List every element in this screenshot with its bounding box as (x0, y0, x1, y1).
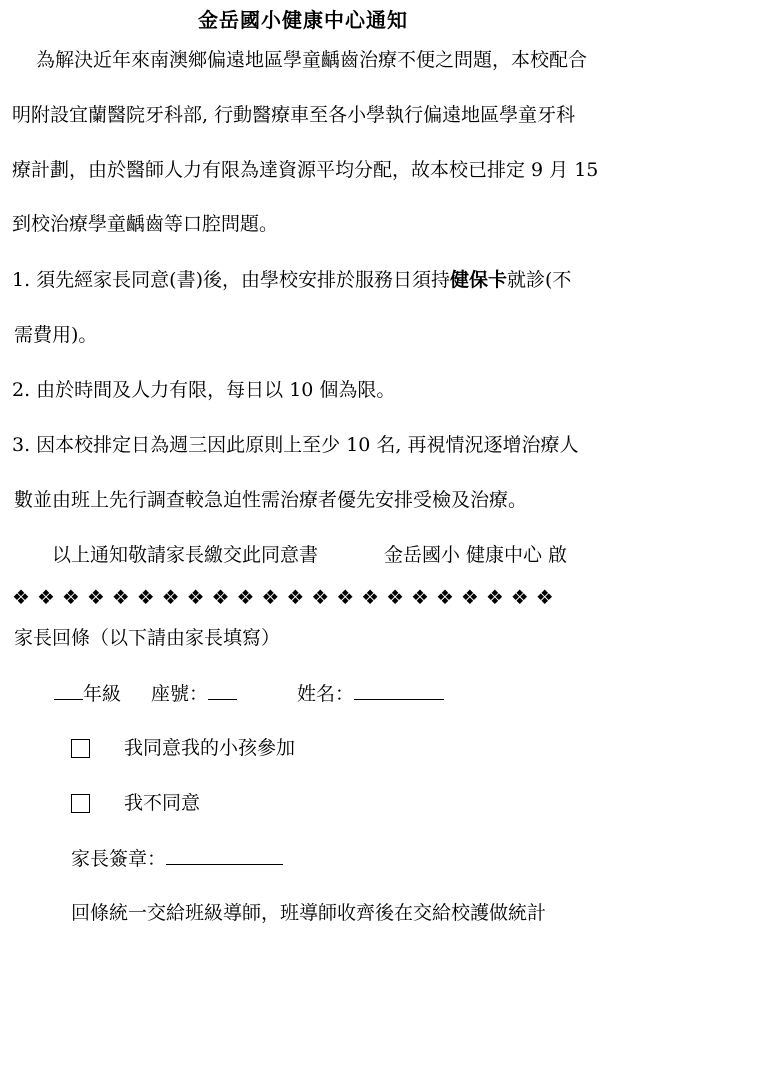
item-3-line-1: 3. 因本校排定日為週三因此原則上至少 10 名, 再視情況逐增治療人 (12, 434, 579, 456)
separator-diamond-icon: ❖ (136, 585, 155, 609)
item-1-text-b: 就診(不 (507, 269, 572, 291)
item-1-text-a: 1. 須先經家長同意(書)後，由學校安排於服務日須持 (12, 269, 450, 291)
name-blank[interactable] (354, 681, 444, 700)
seat-label: 座號： (151, 683, 209, 705)
seat-blank[interactable] (208, 681, 237, 700)
separator-diamond-icon: ❖ (485, 585, 504, 609)
reply-note: 回條統一交給班級導師，班導師收齊後在交給校護做統計 (71, 902, 547, 924)
name-label: 姓名： (297, 683, 355, 705)
separator-diamond-icon: ❖ (535, 585, 554, 609)
grade-seat-name-row (54, 681, 444, 706)
closing-text: 以上通知敬請家長繳交此同意書 (52, 544, 319, 566)
closing-signature: 金岳國小 健康中心 啟 (384, 544, 568, 566)
separator-diamond-icon: ❖ (36, 585, 55, 609)
grade-blank[interactable] (54, 681, 83, 700)
paragraph-line-2: 明附設宜蘭醫院牙科部, 行動醫療車至各小學執行偏遠地區學童牙科 (12, 104, 576, 126)
separator-diamond-icon: ❖ (336, 585, 355, 609)
separator-diamond-icon: ❖ (86, 585, 105, 609)
separator-diamond-icon: ❖ (386, 585, 404, 609)
separator-diamond-icon: ❖ (435, 585, 454, 609)
signature-label: 家長簽章： (71, 848, 167, 870)
separator-diamond-icon: ❖ (411, 585, 429, 609)
separator-diamond-icon: ❖ (460, 585, 479, 609)
item-1-line-2: 需費用)。 (14, 324, 98, 346)
separator-diamond-icon: ❖ (12, 585, 30, 609)
paragraph-line-4: 到校治療學童齲齒等口腔問題。 (12, 213, 279, 235)
separator-diamond-icon: ❖ (286, 585, 305, 609)
reply-heading: 家長回條（以下請由家長填寫） (14, 627, 281, 649)
item-2: 2. 由於時間及人力有限，每日以 10 個為限。 (12, 379, 396, 401)
disagree-option-label: 我不同意 (124, 792, 201, 814)
item-1-bold-keyword: 健保卡 (450, 269, 508, 291)
separator-diamond-icon: ❖ (510, 585, 529, 609)
paragraph-line-3: 療計劃，由於醫師人力有限為達資源平均分配，故本校已排定 9 月 15 (12, 159, 599, 181)
signature-row (71, 846, 283, 871)
separator-diamond-icon: ❖ (61, 585, 80, 609)
separator-diamond-icon: ❖ (311, 585, 330, 609)
separator-diamond-icon: ❖ (161, 585, 180, 609)
separator-diamond-icon: ❖ (361, 585, 380, 609)
signature-blank[interactable] (166, 846, 283, 865)
separator-row (12, 585, 554, 609)
item-3-line-2: 數並由班上先行調查較急迫性需治療者優先安排受檢及治療。 (14, 489, 528, 511)
agree-option-label: 我同意我的小孩參加 (124, 737, 296, 759)
agree-checkbox[interactable] (71, 739, 90, 758)
separator-diamond-icon: ❖ (111, 585, 130, 609)
grade-label: 年級 (83, 683, 122, 705)
page-title: 金岳國小健康中心通知 (198, 8, 408, 32)
separator-diamond-icon: ❖ (186, 585, 205, 609)
separator-diamond-icon: ❖ (261, 585, 280, 609)
separator-diamond-icon: ❖ (211, 585, 230, 609)
separator-diamond-icon: ❖ (236, 585, 255, 609)
item-1-line-1 (12, 268, 571, 292)
paragraph-line-1: 為解決近年來南澳鄉偏遠地區學童齲齒治療不便之問題，本校配合 (36, 49, 588, 71)
disagree-checkbox[interactable] (71, 794, 90, 813)
